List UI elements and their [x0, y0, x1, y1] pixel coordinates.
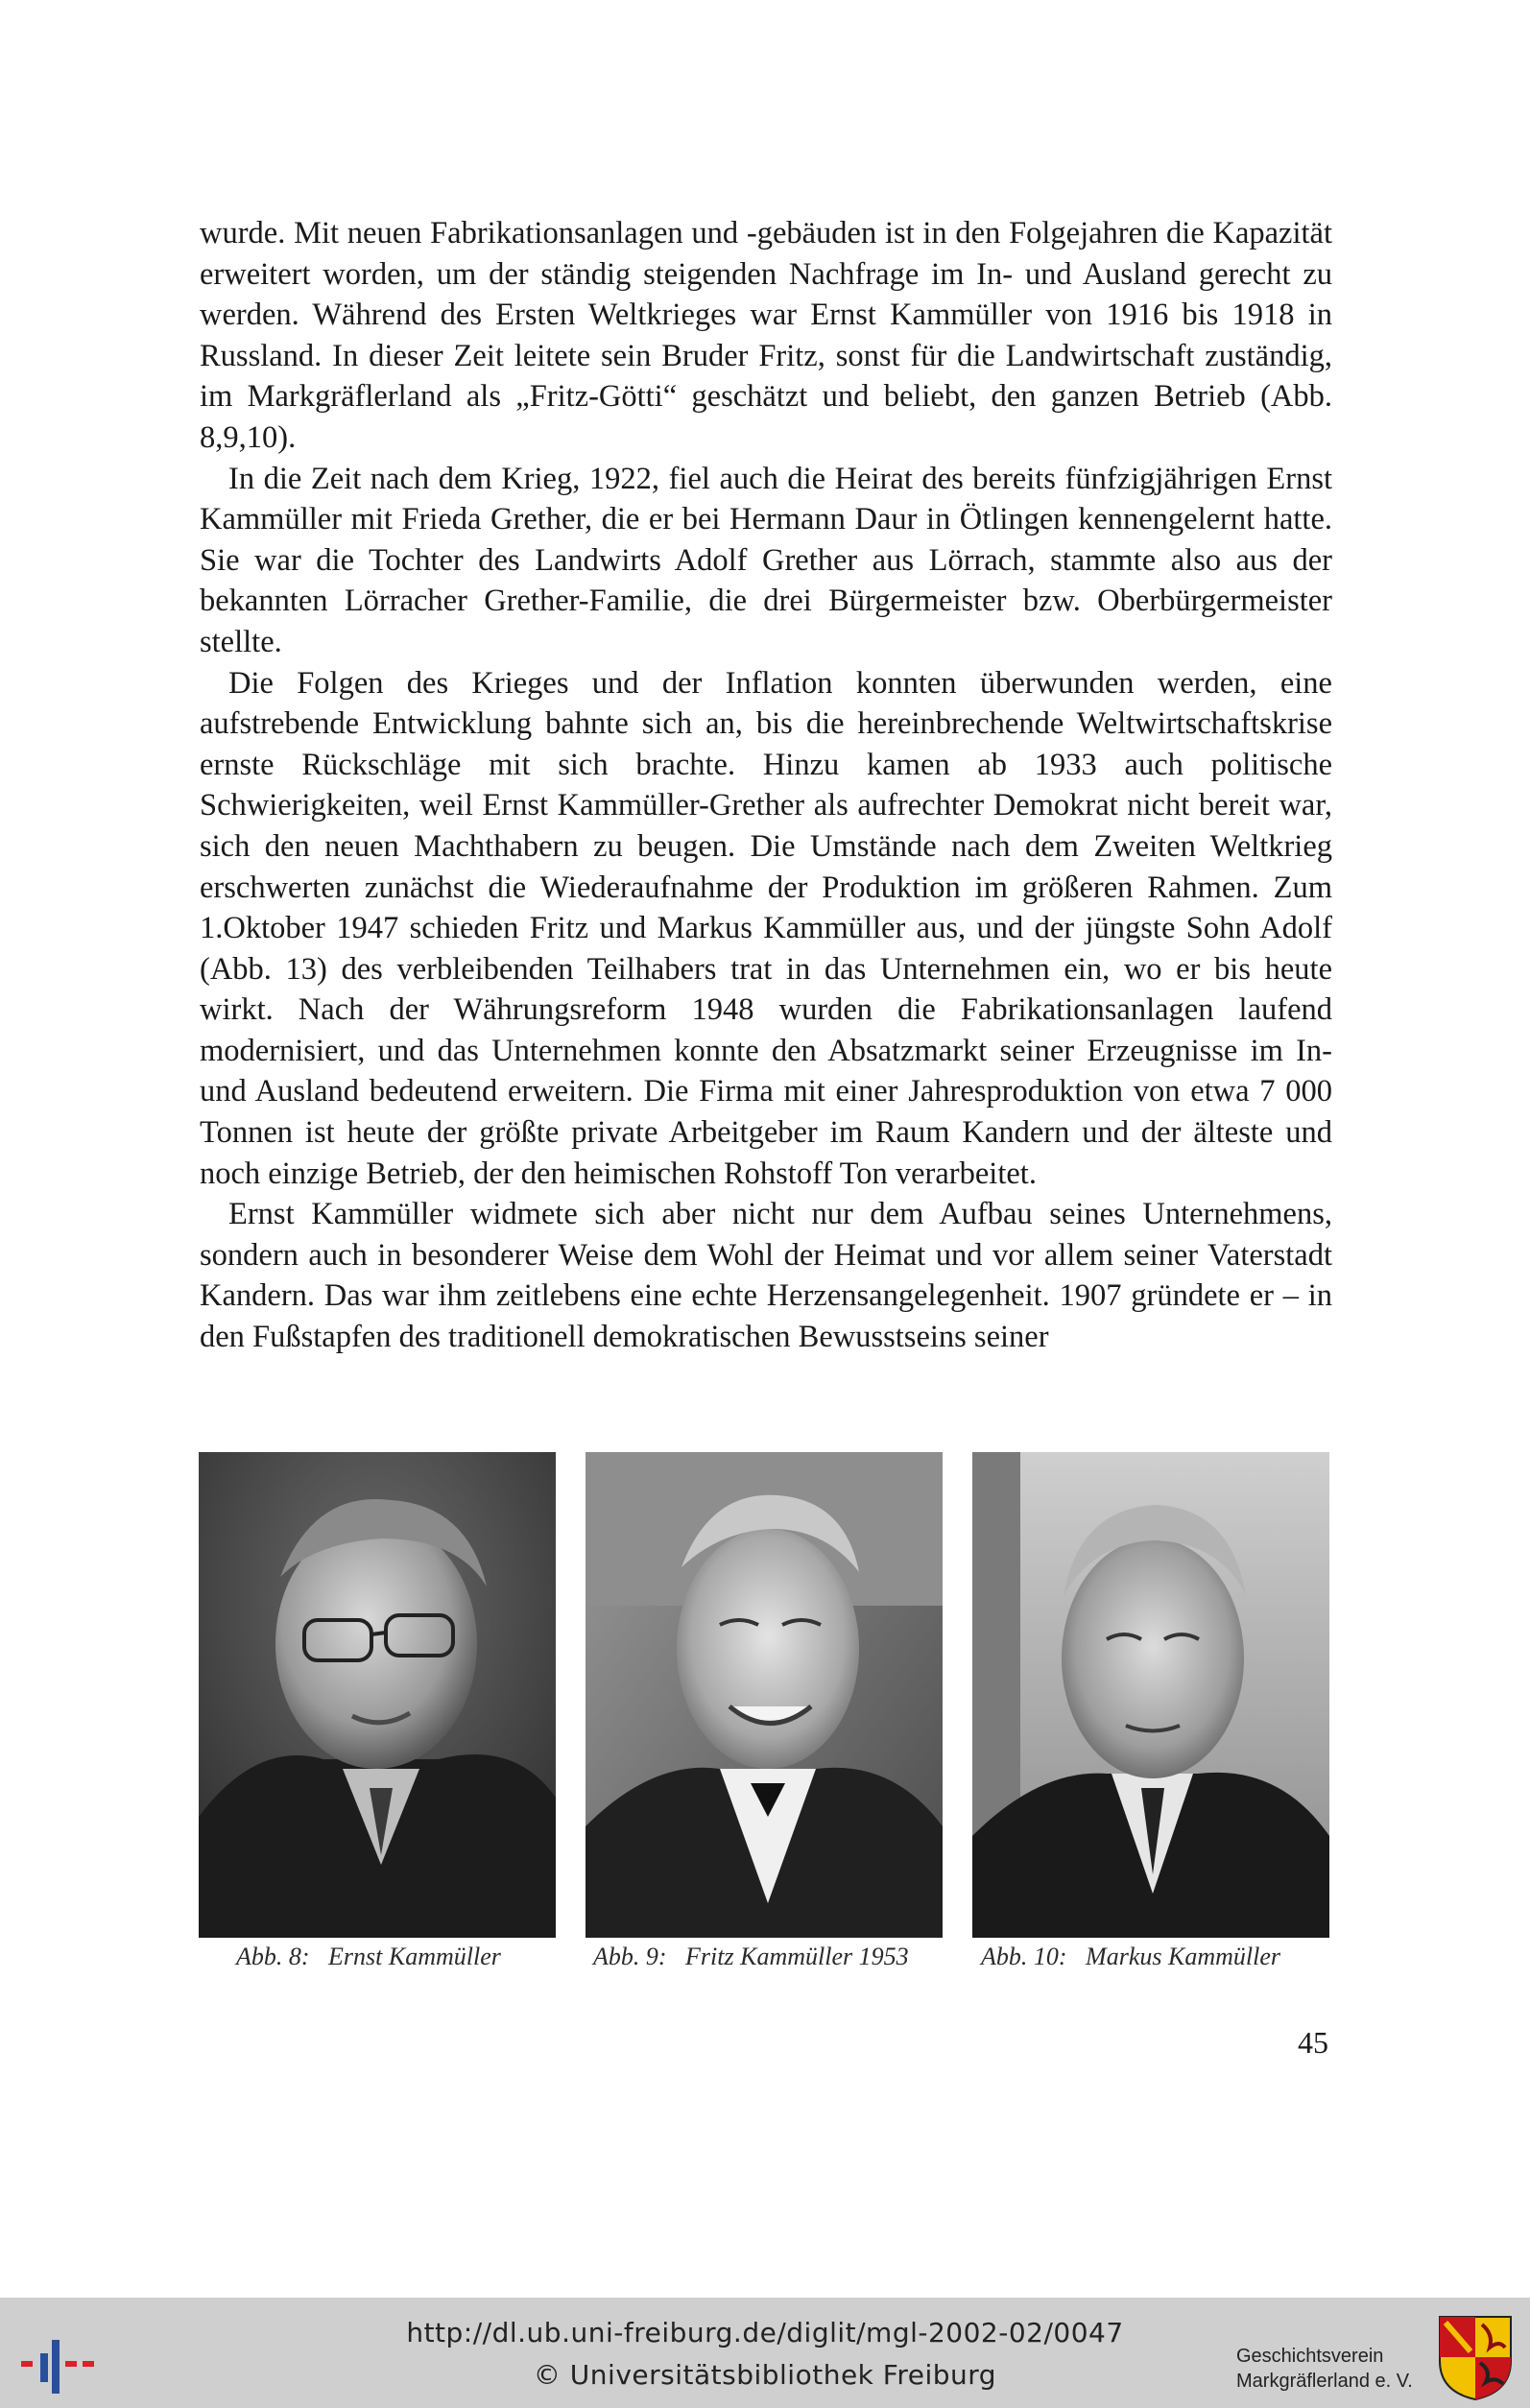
caption-label: Abb. 9: — [593, 1943, 667, 1970]
paragraph-4: Ernst Kammüller widmete sich aber nicht nur dem Aufbau seines Unternehmens, sondern auch in besonderer Weise dem Wohl der Heimat und vor allem seiner Vaterstadt Kandern. Das war ihm zeitlebens eine echte Herzensangelegenheit. 1907 gründete er – in den Fußstapfen des traditionell demokratischen Bewusstseins seiner — [200, 1197, 1332, 1355]
association-line-1: Geschichtsverein — [1236, 2346, 1384, 2367]
caption-label: Abb. 10: — [981, 1943, 1067, 1970]
paragraph-1: wurde. Mit neuen Fabrikationsanlagen und -gebäuden ist in den Folgejahren die Kapazität erweitert worden, um der ständig steigenden Nachfrage im In- und Ausland gerecht zu werden. Während des Ersten Weltkrieges war Ernst Kammüller von 1916 bis 1918 in Russland. In dieser Zeit leitete sein Bruder Fritz, sonst für die Landwirtschaft zuständig, im Markgräflerland als „Fritz-Götti“ geschätzt und beliebt, den ganzen Betrieb (Abb. 8,9,10). — [200, 216, 1332, 455]
caption-abb-8 — [236, 1943, 501, 1971]
caption-text: Markus Kammüller — [1086, 1943, 1280, 1970]
caption-text: Ernst Kammüller — [328, 1943, 501, 1970]
paragraph-2: In die Zeit nach dem Krieg, 1922, fiel auch die Heirat des bereits fünfzigjährigen Ernst Kammüller mit Frieda Grether, die er bei Hermann Daur in Ötlingen kennengelernt hatte. Sie war die Tochter des Landwirts Adolf Grether aus Lörrach, stammte also aus der bekannten Lörracher Grether-Familie, die drei Bürgermeister bzw. Oberbürgermeister stellte. — [200, 461, 1332, 659]
association-name — [1236, 2344, 1413, 2394]
footer-url-link[interactable]: http://dl.ub.uni-freiburg.de/diglit/mgl-2002-02/0047 — [406, 2317, 1124, 2348]
caption-label: Abb. 8: — [236, 1943, 310, 1970]
caption-abb-9 — [593, 1943, 909, 1971]
footer-bar — [0, 2298, 1530, 2408]
photo-row — [199, 1452, 1333, 1938]
body-text — [200, 213, 1332, 1358]
paragraph-3: Die Folgen des Krieges und der Inflation konnten überwunden werden, eine aufstrebende Entwicklung bahnte sich an, bis die hereinbrechende Weltwirtschaftskrise ernste Rückschläge mit sich brachte. Hinzu kamen ab 1933 auch politische Schwierigkeiten, weil Ernst Kammüller-Grether als aufrechter Demokrat nicht bereit war, sich den neuen Machthabern zu beugen. Die Umstände nach dem Zweiten Weltkrieg erschwerten zunächst die Wiederaufnahme der Produktion im größeren Rahmen. Zum 1.Oktober 1947 schieden Fritz und Markus Kammüller aus, und der jüngste Sohn Adolf (Abb. 13) des verbleibenden Teilhabers trat in das Unternehmen ein, wo er bis heute wirkt. Nach der Währungsreform 1948 wurden die Fabrikationsanlagen laufend modernisiert, und das Unternehmen konnte den Absatzmarkt seiner Erzeugnisse im In- und Ausland bedeutend erweitern. Die Firma mit einer Jahresproduktion von etwa 7 000 Tonnen ist heute der größte private Arbeitgeber im Raum Kandern und der älteste und noch einzige Betrieb, der den heimischen Rohstoff Ton verarbeitet. — [200, 665, 1332, 1191]
coat-of-arms-icon — [1436, 2313, 1515, 2401]
portrait-fritz-kammueller — [586, 1452, 943, 1938]
footer-copyright: © Universitätsbibliothek Freiburg — [533, 2359, 997, 2391]
caption-abb-10 — [981, 1943, 1280, 1971]
caption-text: Fritz Kammüller 1953 — [685, 1943, 909, 1970]
association-line-2: Markgräflerland e. V. — [1236, 2371, 1413, 2392]
portrait-ernst-kammueller — [199, 1452, 556, 1938]
portrait-markus-kammueller — [972, 1452, 1329, 1938]
page-number: 45 — [1298, 2025, 1328, 2060]
